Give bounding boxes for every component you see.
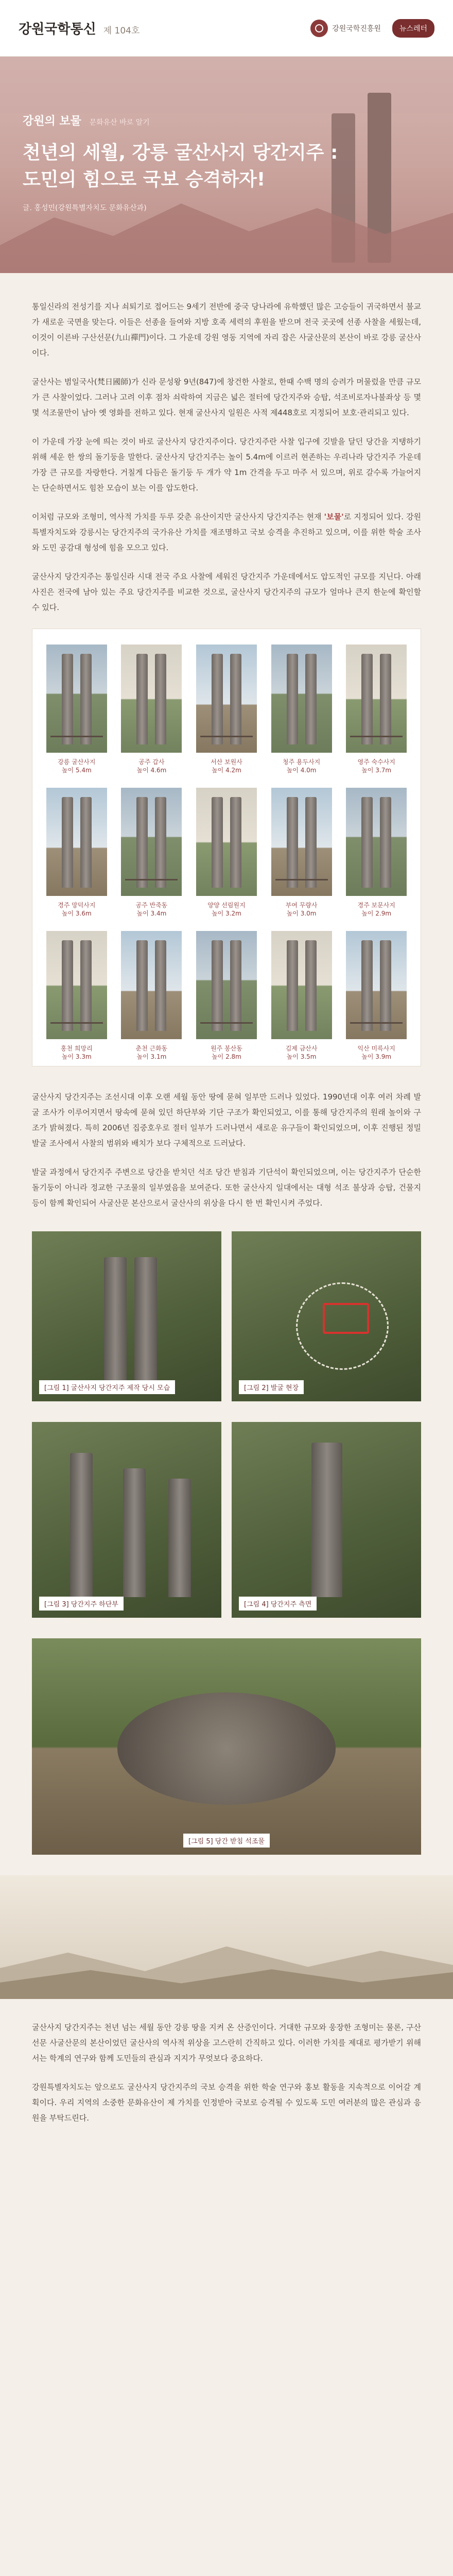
figure-2-marker xyxy=(323,1303,369,1334)
paragraph-7: 발굴 과정에서 당간지주 주변으로 당간을 받치던 석조 당간 받침과 기단석이 확인되었으며, 이는 당간지주가 단순한 돌기둥이 아니라 정교한 구조물의 일부였음을 보여준다. 또한 굴산사지 일대에서는 대형 석조 불상과 승탑, 건물지 등이 함께 확인되어 사굴산문 본산으로서 굴산사의 위상을 다시 한 번 확인시켜 주었다. xyxy=(32,1167,421,1208)
grid-item xyxy=(270,645,334,774)
grid-item xyxy=(45,931,109,1061)
grid-caption xyxy=(58,758,95,774)
article-conclusion xyxy=(0,1999,453,2126)
grid-caption-name: 공주 반죽동 xyxy=(135,902,168,909)
paragraph-2: 굴산사는 범일국사(梵日國師)가 신라 문성왕 9년(847)에 창건한 사찰로, 한때 수백 명의 승려가 머물렀을 만큼 규모가 큰 사찰이었다. 그러나 고려 이후 점차 쇠락하여 지금은 넓은 절터에 당간지주와 승탑, 석조비로자나불좌상 등 몇몇 석조물만이 남아 옛 영화를 전하고 있다. 현재 굴산사지 일원은 사적 제448호로 지정되어 보호·관리되고 있다. xyxy=(32,377,421,417)
figure-3-stone-c xyxy=(168,1479,191,1597)
grid-caption-size: 높이 3.9m xyxy=(361,1053,392,1060)
flagpole-support-left xyxy=(136,940,148,1031)
flagpole-support-right xyxy=(380,797,391,888)
figure-3-photo xyxy=(32,1422,221,1618)
grid-caption xyxy=(286,1044,318,1061)
grid-caption xyxy=(136,901,168,918)
fence xyxy=(200,736,253,748)
grid-item xyxy=(344,645,408,774)
grid-caption-size: 높이 3.3m xyxy=(61,1053,92,1060)
grid-caption-name: 원주 봉산동 xyxy=(211,1045,242,1052)
figure-5-caption: [그림 5] 당간 받침 석조물 xyxy=(183,1834,270,1848)
paragraph-8: 굴산사지 당간지주는 천년 넘는 세월 동안 강릉 땅을 지켜 온 산증인이다. 거대한 규모와 웅장한 조형미는 물론, 구산선문 사굴산문의 본산이었던 굴산사의 역사적 위상을 고스란히 간직하고 있다. 이러한 가치를 제대로 평가받기 위해서는 학계의 연구와 함께 도민들의 관심과 지지가 무엇보다 중요하다. xyxy=(32,2023,421,2063)
flagpole-support-left xyxy=(361,940,373,1031)
grid-caption-name: 공주 갑사 xyxy=(138,758,165,766)
flagpole-support-left xyxy=(212,797,223,888)
grid-caption-size: 높이 4.2m xyxy=(212,767,241,774)
hero-byline: 글. 홍성민(강원특별자치도 문화유산과) xyxy=(23,204,147,212)
paragraph-4-b: 로 지정되어 있다. 강원특별자치도와 강릉시는 당간지주의 국가유산 가치를 재조명하고 국보 승격을 추진하고 있으며, 이를 위한 학술 조사와 도민 공감대 형성에 힘을 모으고 있다. xyxy=(32,512,422,552)
grid-photo xyxy=(196,931,257,1039)
flagpole-support-right xyxy=(230,940,241,1031)
hero-banner xyxy=(0,57,453,273)
fence xyxy=(200,1022,253,1034)
grid-photo xyxy=(46,788,107,896)
grid-caption-size: 높이 3.5m xyxy=(286,1053,317,1060)
flagpole-support-left xyxy=(62,940,73,1031)
flagpole-support-left xyxy=(287,797,298,888)
fence xyxy=(125,879,178,891)
flagpole-support-left xyxy=(361,797,373,888)
grid-photo xyxy=(271,788,332,896)
grid-caption xyxy=(58,901,95,918)
article-intro xyxy=(0,273,453,615)
grid-photo xyxy=(346,645,407,753)
flagpole-support-right xyxy=(380,654,391,744)
photo-block-2 xyxy=(32,1422,421,1618)
newsletter-button[interactable]: 뉴스레터 xyxy=(392,19,434,38)
grid-photo xyxy=(121,645,182,753)
figure-4-caption: [그림 4] 당간지주 측면 xyxy=(239,1597,317,1611)
grid-photo xyxy=(46,645,107,753)
grid-item xyxy=(120,931,184,1061)
grid-photo xyxy=(271,645,332,753)
grid-item xyxy=(195,788,258,918)
fence xyxy=(350,736,403,748)
grid-item xyxy=(45,645,109,774)
photo-block-1 xyxy=(32,1231,421,1401)
grid-caption xyxy=(61,1044,93,1061)
flagpole-support-right xyxy=(80,940,92,1031)
flagpole-support-right xyxy=(305,797,317,888)
flagpole-support-right xyxy=(155,797,166,888)
flagpole-support-left xyxy=(287,940,298,1031)
hero-kicker-label: 강원의 보물 xyxy=(23,115,81,128)
brand xyxy=(19,19,140,38)
grid-caption xyxy=(137,758,167,774)
grid-caption-size: 높이 2.9m xyxy=(361,910,392,917)
flagpole-support-right xyxy=(230,797,241,888)
grid-caption-name: 김제 금산사 xyxy=(285,1045,318,1052)
fence xyxy=(350,1022,403,1034)
grid-photo xyxy=(346,931,407,1039)
flagpole-support-left xyxy=(136,797,148,888)
figure-3-stone-a xyxy=(70,1453,93,1597)
grid-item xyxy=(270,788,334,918)
flagpole-support-right xyxy=(230,654,241,744)
flagpole-support-left xyxy=(136,654,148,744)
grid-caption xyxy=(358,1044,395,1061)
grid-caption-name: 영주 숙수사지 xyxy=(357,758,395,766)
flagpole-support-left xyxy=(361,654,373,744)
grid-caption-size: 높이 2.8m xyxy=(212,1053,241,1060)
grid-item xyxy=(120,788,184,918)
photo-pair-2 xyxy=(32,1422,421,1618)
figure-3-stone-b xyxy=(123,1468,146,1597)
org-emblem-icon xyxy=(310,20,328,37)
grid-item xyxy=(195,931,258,1061)
hero-headline xyxy=(23,140,352,193)
grid-caption-name: 청주 용두사지 xyxy=(282,758,321,766)
paragraph-4-a: 이처럼 규모와 조형미, 역사적 가치를 두루 갖춘 유산이지만 굴산사지 당간지주는 현재 xyxy=(32,512,324,521)
grid-caption-size: 높이 3.0m xyxy=(286,910,317,917)
grid-item xyxy=(344,788,408,918)
newsletter-title: 강원국학통신 xyxy=(19,22,96,37)
grid-caption-size: 높이 4.6m xyxy=(136,767,167,774)
hero-text xyxy=(23,112,352,213)
figure-5-photo xyxy=(32,1638,421,1855)
flagpole-support-left xyxy=(212,654,223,744)
paragraph-9: 강원특별자치도는 앞으로도 굴산사지 당간지주의 국보 승격을 위한 학술 연구와 홍보 활동을 지속적으로 이어갈 계획이다. 우리 지역의 소중한 문화유산이 제 가치를 인정받아 국보로 승격될 수 있도록 도민 여러분의 많은 관심과 응원을 부탁드린다. xyxy=(32,2082,421,2123)
org-logo[interactable] xyxy=(310,20,381,37)
grid-photo xyxy=(196,645,257,753)
landscape-banner xyxy=(0,1875,453,1999)
paragraph-4 xyxy=(32,509,421,555)
fence xyxy=(50,736,103,748)
paragraph-4-highlight: '보물' xyxy=(324,512,344,521)
figure-3-caption: [그림 3] 당간지주 하단부 xyxy=(39,1597,124,1611)
grid-caption-size: 높이 3.7m xyxy=(361,767,392,774)
flagpole-support-right xyxy=(155,940,166,1031)
issue-number: 제 104호 xyxy=(103,26,140,36)
grid-photo xyxy=(271,931,332,1039)
grid-photo xyxy=(121,931,182,1039)
figure-1-caption: [그림 1] 굴산사지 당간지주 제작 당시 모습 xyxy=(39,1380,175,1394)
grid-photo xyxy=(346,788,407,896)
comparison-photo-grid xyxy=(32,629,421,1066)
grid-caption-name: 부여 무량사 xyxy=(285,902,318,909)
grid-caption-name: 양양 선림원지 xyxy=(207,902,246,909)
flagpole-support-left xyxy=(287,654,298,744)
flagpole-support-left xyxy=(212,940,223,1031)
grid-caption xyxy=(136,1044,168,1061)
grid-caption-size: 높이 3.4m xyxy=(136,910,167,917)
paragraph-5: 굴산사지 당간지주는 통일신라 시대 전국 주요 사찰에 세워진 당간지주 가운데에서도 압도적인 규모를 지닌다. 아래 사진은 전국에 남아 있는 주요 당간지주를 비교한 것으로, 굴산사지 당간지주의 규모가 얼마나 큰지 한눈에 확인할 수 있다. xyxy=(32,572,421,612)
paragraph-1: 통일신라의 전성기를 지나 쇠퇴기로 접어드는 9세기 전반에 중국 당나라에 유학했던 많은 고승들이 귀국하면서 불교가 새로운 국면을 맞는다. 이들은 선종을 들여와 지방 호족 세력의 후원을 받으며 전국 곳곳에 선종 사찰을 세웠는데, 이것이 이른바 구산선문(九山禪門)이다. 그 가운데 강원 영동 지역에 자리 잡은 사굴산문의 본산이 바로 강릉 굴산사이다. xyxy=(32,302,421,358)
grid-caption-size: 높이 4.0m xyxy=(286,767,317,774)
grid-item xyxy=(344,931,408,1061)
photo-pair-1 xyxy=(32,1231,421,1401)
flagpole-support-right xyxy=(155,654,166,744)
hero-kicker-sub: 문화유산 바로 알기 xyxy=(89,118,150,127)
flagpole-support-right xyxy=(305,940,317,1031)
hero-headline-line-1: 천년의 세월, 강릉 굴산사지 당간지주 : xyxy=(23,142,338,163)
grid-caption-size: 높이 3.6m xyxy=(61,910,92,917)
grid-caption-name: 춘천 근화동 xyxy=(135,1045,168,1052)
grid-photo xyxy=(196,788,257,896)
grid-item xyxy=(270,931,334,1061)
figure-1-photo xyxy=(32,1231,221,1401)
grid-caption-name: 서산 보원사 xyxy=(211,758,242,766)
grid-caption xyxy=(207,901,245,918)
flagpole-support-right xyxy=(80,654,92,744)
figure-4-stone xyxy=(311,1443,342,1597)
flagpole-support-left xyxy=(62,654,73,744)
fence xyxy=(275,879,328,891)
grid-item xyxy=(45,788,109,918)
grid-caption xyxy=(283,758,320,774)
grid-caption-size: 높이 5.4m xyxy=(61,767,92,774)
grid-caption xyxy=(211,1044,242,1061)
fence xyxy=(50,1022,103,1034)
grid-photo xyxy=(46,931,107,1039)
flagpole-support-left xyxy=(62,797,73,888)
grid-caption-name: 익산 미륵사지 xyxy=(357,1045,395,1052)
hero-kicker xyxy=(23,112,352,128)
org-name: 강원국학진흥원 xyxy=(332,24,381,33)
figure-1-stone-left xyxy=(104,1257,127,1381)
grid-caption xyxy=(211,758,242,774)
grid-item xyxy=(195,645,258,774)
grid-caption xyxy=(358,901,395,918)
hero-headline-line-2: 도민의 힘으로 국보 승격하자! xyxy=(23,169,266,190)
grid-item xyxy=(120,645,184,774)
figure-5-stone-base xyxy=(117,1692,335,1805)
paragraph-6: 굴산사지 당간지주는 조선시대 이후 오랜 세월 동안 땅에 묻혀 일부만 드러나 있었다. 1990년대 이후 여러 차례 발굴 조사가 이루어지면서 땅속에 묻혀 있던 하단부와 기단 구조가 확인되었고, 이를 통해 당간지주의 원래 높이와 구조가 밝혀졌다. 특히 2006년 집중호우로 절터 일부가 드러나면서 새로운 유구들이 확인되었으며, 이후 진행된 정밀 발굴 조사에서 사찰의 범위와 배치가 보다 구체적으로 드러났다. xyxy=(32,1092,421,1148)
grid-caption-size: 높이 3.2m xyxy=(212,910,241,917)
grid-caption xyxy=(358,758,395,774)
photo-block-3 xyxy=(32,1638,421,1855)
figure-1-stone-right xyxy=(134,1257,157,1381)
header-right xyxy=(310,19,434,38)
photo-grid xyxy=(45,645,408,1061)
flagpole-support-right xyxy=(305,654,317,744)
grid-caption-size: 높이 3.1m xyxy=(136,1053,167,1060)
grid-caption-name: 경주 망덕사지 xyxy=(58,902,96,909)
grid-caption xyxy=(286,901,318,918)
flagpole-support-right xyxy=(380,940,391,1031)
grid-caption-name: 경주 보문사지 xyxy=(357,902,395,909)
header-bar xyxy=(0,0,453,57)
flagpole-support-right xyxy=(80,797,92,888)
figure-2-photo xyxy=(232,1231,421,1401)
grid-caption-name: 강릉 굴산사지 xyxy=(58,758,96,766)
figure-4-photo xyxy=(232,1422,421,1618)
grid-caption-name: 홍천 희망리 xyxy=(60,1045,93,1052)
figure-2-caption: [그림 2] 발굴 현장 xyxy=(239,1380,304,1394)
grid-photo xyxy=(121,788,182,896)
paragraph-3: 이 가운데 가장 눈에 띄는 것이 바로 굴산사지 당간지주이다. 당간지주란 사찰 입구에 깃발을 달던 당간을 지탱하기 위해 세운 한 쌍의 돌기둥을 말한다. 굴산사지 당간지주는 높이 5.4m에 이르러 현존하는 우리나라 당간지주 가운데 가장 큰 규모를 자랑한다. 거칠게 다듬은 돌기둥 두 개가 약 1m 간격을 두고 마주 서 있으며, 위로 갈수록 가늘어지는 단순하면서도 힘찬 모습이 보는 이를 압도한다. xyxy=(32,437,421,493)
article-middle xyxy=(0,1066,453,1211)
